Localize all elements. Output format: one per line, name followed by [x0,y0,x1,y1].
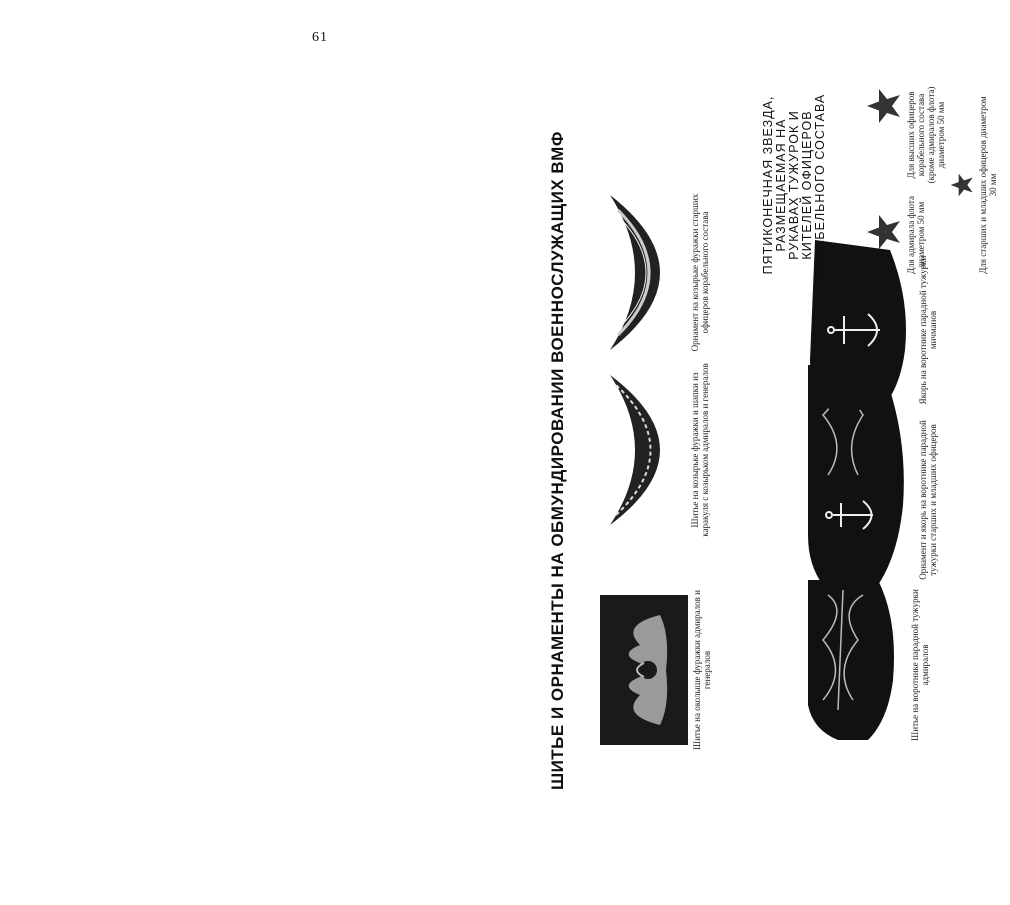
visor-ornament-image [600,190,690,355]
caption-star-admiral-fleet: Для адмирала флота диаметром 50 мм [906,196,926,274]
caption-admiral-collar: Шитье на воротнике парадной тужурки адмиралов [910,589,930,741]
caption-star-senior-officers: Для высших офицеров корабельного состава (кроме адмиралов флота) диаметром 50 мм [906,86,946,184]
page-title: ШИТЬЕ И ОРНАМЕНТЫ НА ОБМУНДИРОВАНИИ ВОЕННОСЛУЖАЩИХ ВМФ [548,131,567,790]
caption-warrant-collar: Якорь на воротнике парадной тужурки мичманов [918,255,938,405]
star-icon-admiral-fleet [866,214,902,250]
caption-officer-collar: Орнамент и якорь на воротнике парадной тужурки старших и младших офицеров [918,420,938,580]
star-icon-junior-officers [950,173,974,197]
rotated-content [540,80,1010,860]
cap-band-embroidery-image [600,595,688,745]
caption-visor-ornament: Орнамент на козырьке фуражки старших офицеров корабельного состава [690,193,710,352]
caption-visor: Шитье на козырьке фуражки и шапки из каракуля с козырьком адмиралов и генералов [690,363,710,537]
caption-cap-band: Шитье на околыше фуражки адмиралов и генералов [692,590,712,750]
page-number: 61 [312,30,328,45]
stars-title: ПЯТИКОНЕЧНАЯ ЗВЕЗДА, РАЗМЕЩАЕМАЯ НА РУКАВАХ ТУЖУРОК И КИТЕЛЕЙ ОФИЦЕРОВ КОРАБЕЛЬНОГО СОСТАВА [761,93,827,277]
caption-star-junior-officers: Для старших и младших офицеров диаметром 30 мм [978,96,998,274]
visor-embroidery-image [600,370,690,530]
star-icon-senior-officers [866,88,902,124]
admiral-collar-image [808,580,898,740]
